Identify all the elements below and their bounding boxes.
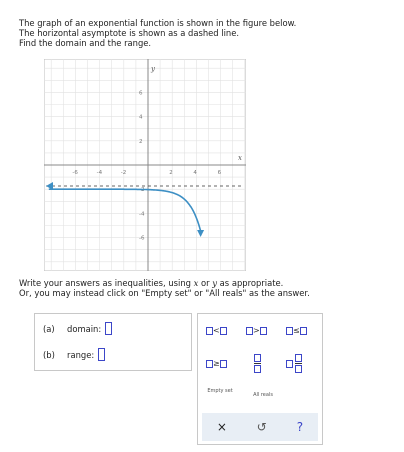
answer-box bbox=[34, 313, 192, 371]
domain-label: domain: bbox=[67, 323, 102, 334]
x-tick-label: 6 bbox=[217, 170, 222, 176]
fraction-button[interactable] bbox=[254, 354, 261, 373]
greater-equal-button[interactable]: ≥ bbox=[206, 359, 227, 368]
prompt-line-2: The horizontal asymptote is shown as a dashed line. bbox=[19, 28, 240, 38]
help-icon[interactable]: ? bbox=[296, 420, 304, 434]
instr-text-or: or bbox=[198, 278, 213, 288]
exponential-graph bbox=[44, 59, 246, 271]
undo-icon[interactable]: ↺ bbox=[256, 420, 267, 434]
domain-row bbox=[43, 322, 112, 335]
y-tick-label: 6 bbox=[139, 90, 143, 97]
x-tick-label: -6 bbox=[72, 170, 78, 176]
y-tick-label: -6 bbox=[139, 235, 145, 242]
x-axis-label: x bbox=[238, 154, 242, 162]
prompt-line-1: The graph of an exponential function is shown in the figure below. bbox=[19, 18, 297, 28]
y-tick-label: -4 bbox=[139, 211, 145, 218]
instr-line-2: Or, you may instead click on "Empty set" or "All reals" as the answer. bbox=[19, 288, 310, 298]
domain-tag: (a) bbox=[43, 323, 55, 334]
y-tick-label: 4 bbox=[139, 114, 143, 121]
instructions bbox=[19, 278, 310, 298]
less-equal-button[interactable]: ≤ bbox=[286, 326, 307, 335]
math-palette bbox=[197, 313, 323, 445]
range-row bbox=[43, 348, 105, 361]
instr-text-a: Write your answers as inequalities, using bbox=[19, 278, 194, 288]
empty-set-button[interactable]: Empty set bbox=[207, 388, 233, 394]
x-tick-label: -2 bbox=[120, 170, 127, 176]
y-tick-label: -2 bbox=[139, 187, 145, 194]
range-label: range: bbox=[67, 349, 95, 360]
range-tag: (b) bbox=[43, 349, 55, 360]
var-y: y bbox=[212, 278, 218, 288]
question-prompt bbox=[19, 18, 296, 48]
x-tick-label: 2 bbox=[169, 170, 173, 176]
domain-input[interactable] bbox=[105, 322, 112, 335]
all-reals-button[interactable]: All reals bbox=[253, 392, 273, 398]
var-x: x bbox=[193, 278, 199, 288]
less-than-button[interactable]: < bbox=[206, 326, 227, 335]
instr-text-b: as appropriate. bbox=[217, 278, 284, 288]
prompt-line-3: Find the domain and the range. bbox=[19, 38, 152, 48]
x-tick-label: 4 bbox=[193, 170, 197, 176]
x-tick-label: -4 bbox=[96, 170, 103, 176]
clear-icon[interactable]: × bbox=[216, 420, 227, 434]
mixed-number-button[interactable] bbox=[286, 354, 302, 373]
palette-toolbar bbox=[202, 413, 318, 441]
greater-than-button[interactable]: > bbox=[246, 326, 267, 335]
y-axis-label: y bbox=[151, 65, 155, 73]
y-tick-label: 2 bbox=[139, 138, 143, 145]
range-input[interactable] bbox=[98, 348, 105, 361]
